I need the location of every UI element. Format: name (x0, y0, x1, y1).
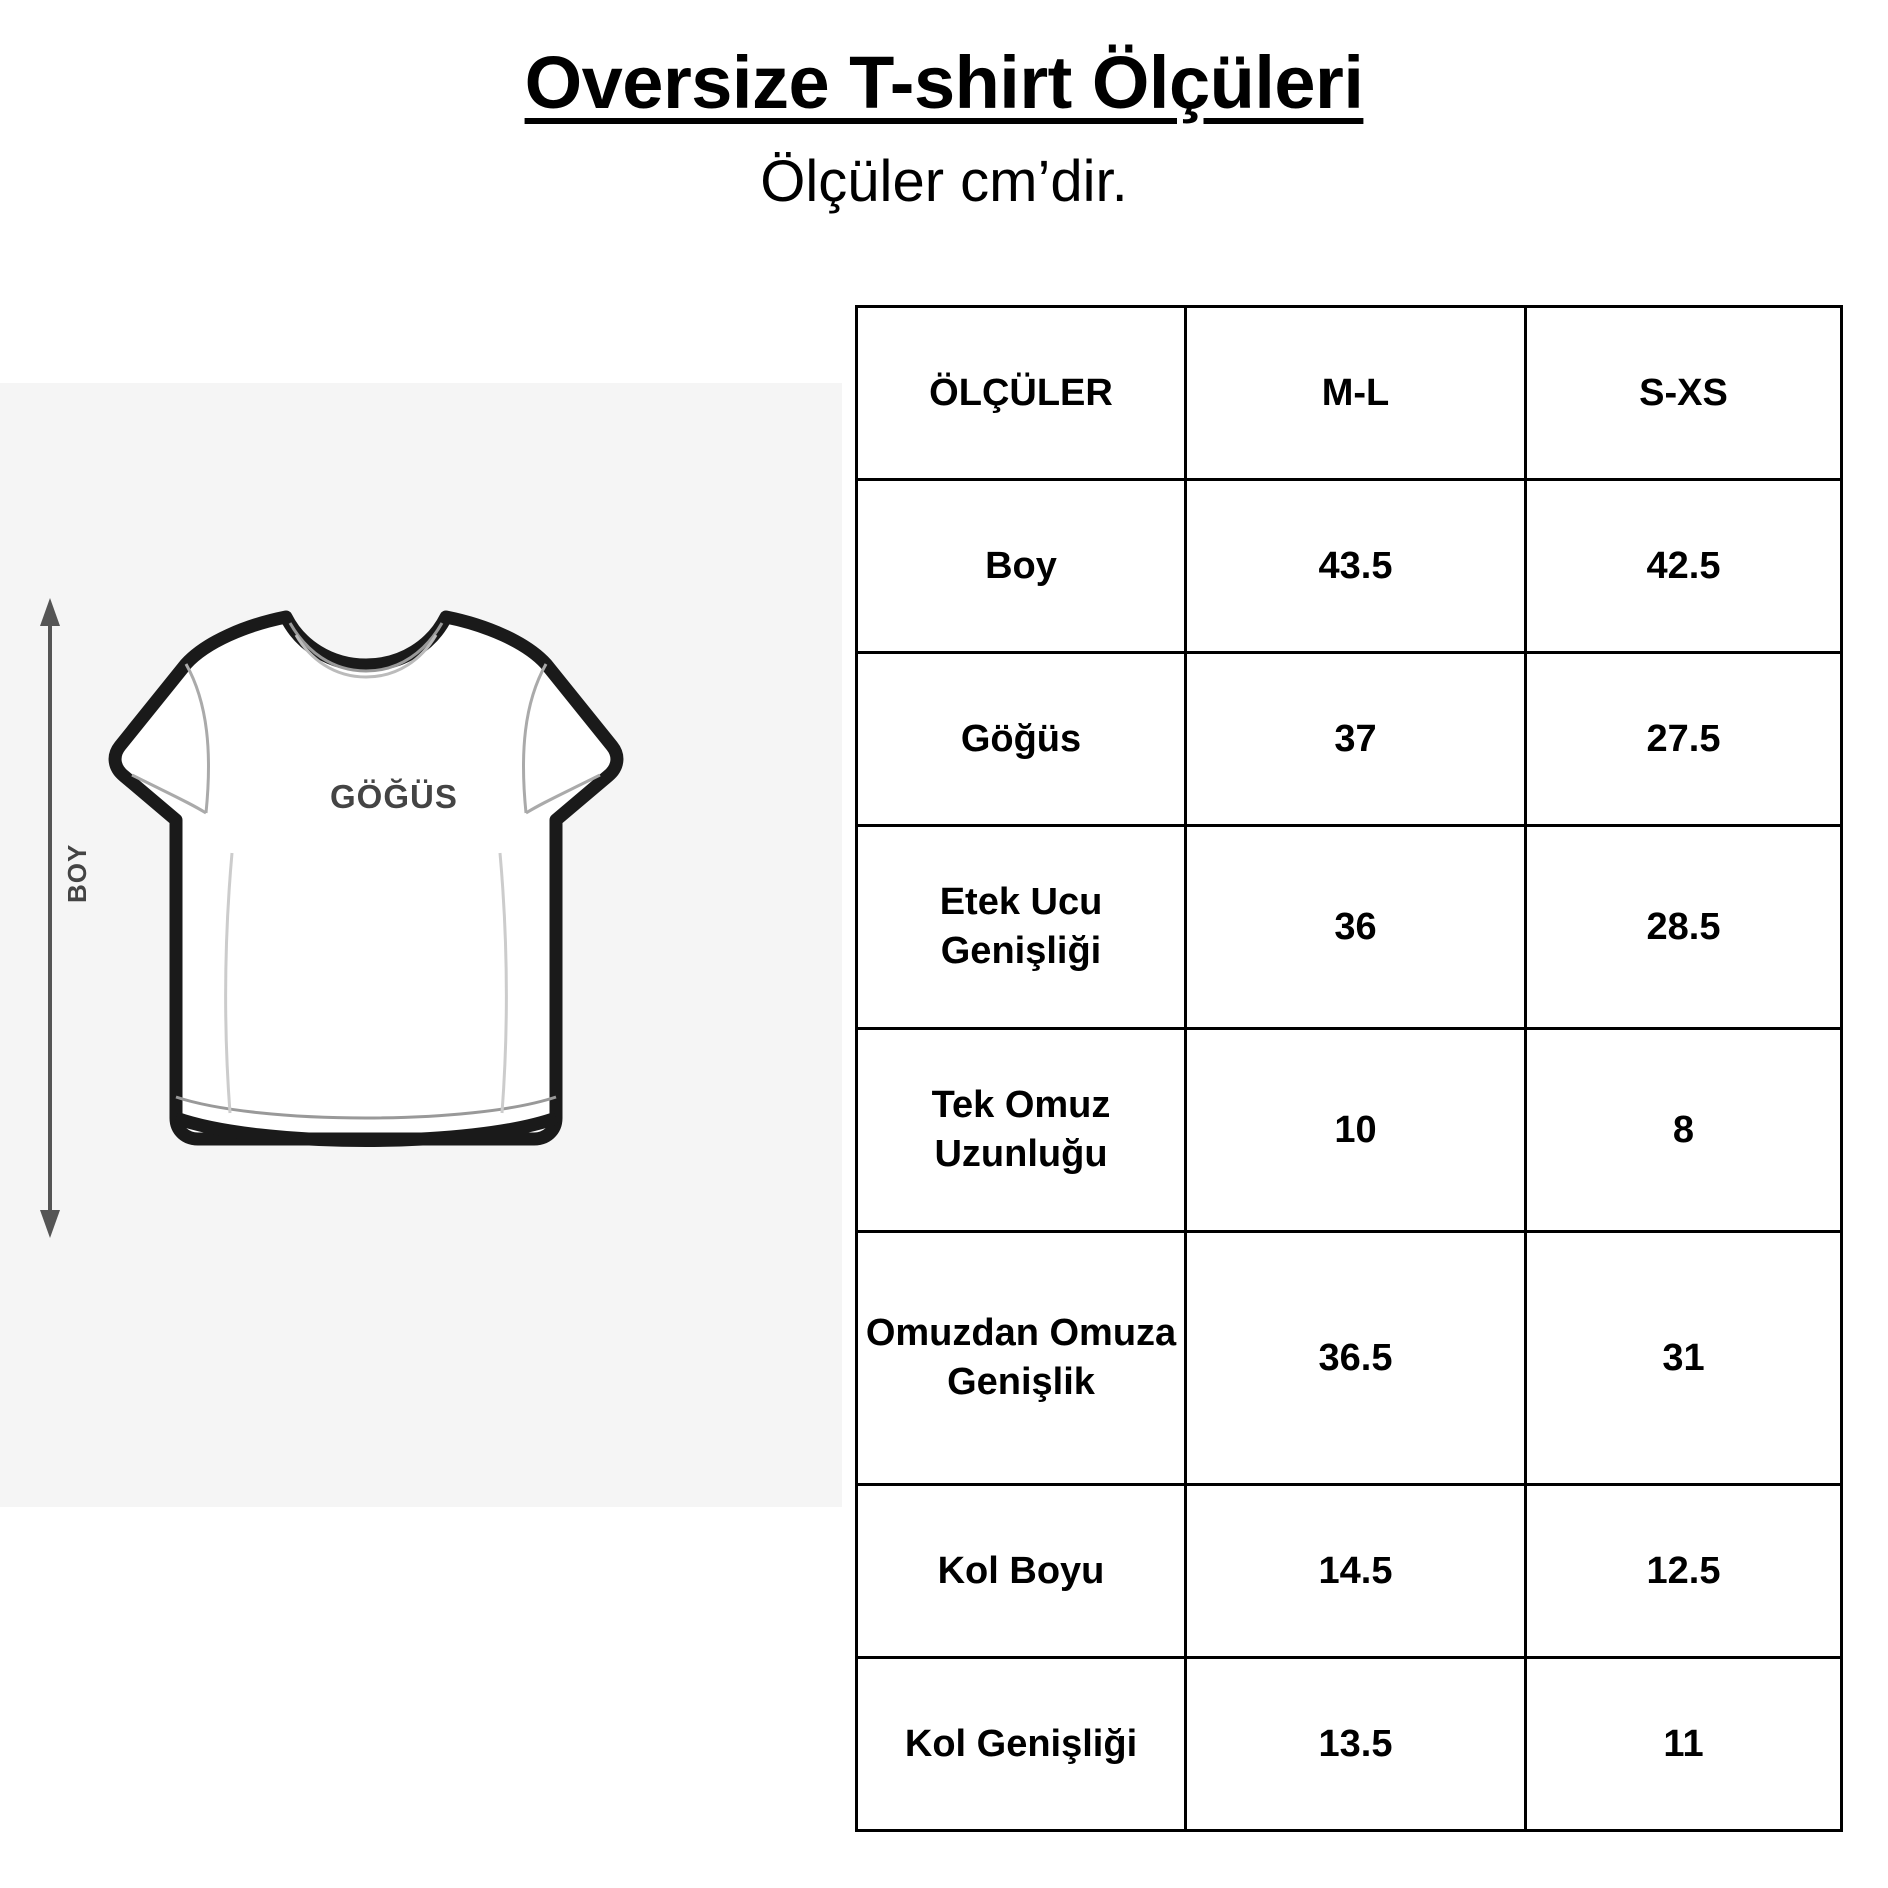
row-value-sxs: 12.5 (1526, 1485, 1842, 1658)
row-label: Göğüs (857, 653, 1186, 826)
row-value-ml: 36.5 (1186, 1232, 1526, 1485)
table-row (857, 1485, 1842, 1658)
row-value-ml: 43.5 (1186, 480, 1526, 653)
row-value-sxs: 42.5 (1526, 480, 1842, 653)
table-row (857, 1029, 1842, 1232)
height-measure-label: BOY (62, 843, 92, 903)
column-header-ml: M-L (1186, 307, 1526, 480)
table-row (857, 1232, 1842, 1485)
row-value-sxs: 11 (1526, 1658, 1842, 1831)
size-table-container (855, 305, 1840, 1832)
row-label: Omuzdan Omuza Genişlik (857, 1232, 1186, 1485)
page-title: Oversize T-shirt Ölçüleri (524, 41, 1364, 124)
column-header-sxs: S-XS (1526, 307, 1842, 480)
page-subtitle: Ölçüler cm’dir. (760, 148, 1128, 214)
page-header (0, 42, 1888, 216)
tshirt-illustration-panel (0, 383, 842, 1507)
row-value-ml: 36 (1186, 826, 1526, 1029)
row-value-sxs: 27.5 (1526, 653, 1842, 826)
table-row (857, 826, 1842, 1029)
chest-measure-label: GÖĞÜS (330, 778, 458, 815)
row-value-ml: 37 (1186, 653, 1526, 826)
row-value-sxs: 8 (1526, 1029, 1842, 1232)
table-row (857, 1658, 1842, 1831)
row-label: Kol Boyu (857, 1485, 1186, 1658)
table-header-row (857, 307, 1842, 480)
row-value-sxs: 31 (1526, 1232, 1842, 1485)
row-label: Tek Omuz Uzunluğu (857, 1029, 1186, 1232)
table-row (857, 480, 1842, 653)
table-row (857, 653, 1842, 826)
row-value-ml: 13.5 (1186, 1658, 1526, 1831)
row-value-ml: 10 (1186, 1029, 1526, 1232)
row-value-sxs: 28.5 (1526, 826, 1842, 1029)
column-header-measure: ÖLÇÜLER (857, 307, 1186, 480)
row-label: Kol Genişliği (857, 1658, 1186, 1831)
row-value-ml: 14.5 (1186, 1485, 1526, 1658)
row-label: Boy (857, 480, 1186, 653)
size-table (855, 305, 1843, 1832)
row-label: Etek Ucu Genişliği (857, 826, 1186, 1029)
tshirt-diagram-icon (0, 383, 842, 1507)
